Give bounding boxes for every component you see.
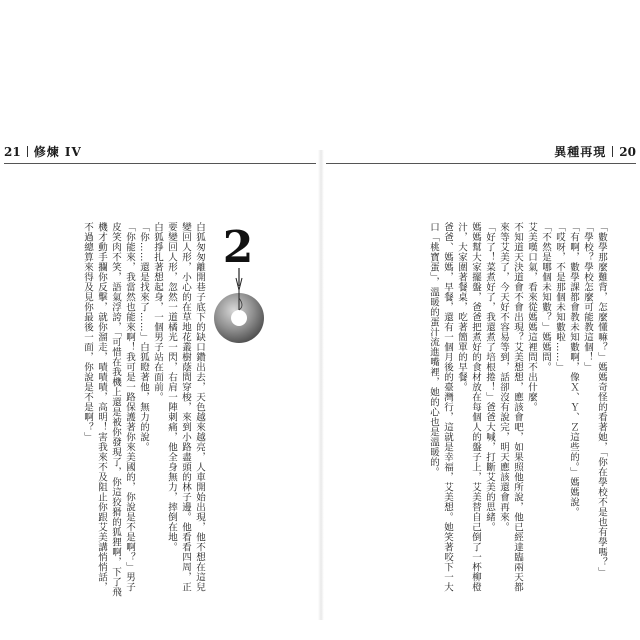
paragraph: 「數學那麼難背，怎麼懂嘛？」媽媽奇怪的看著她，「你在學校不是也有學嗎？」 <box>596 222 607 578</box>
paragraph: 白狐掙扎著想起身，一個男子站在面前。 <box>152 222 163 402</box>
book-gutter <box>318 150 324 620</box>
right-page-text <box>368 222 608 600</box>
paragraph: 「不然是哪個未知數？」媽媽問。 <box>540 222 551 372</box>
right-header-rule <box>326 163 636 164</box>
paragraph: 「有啊，數學課都會教未知數啊，像Ｘ、Ｙ、Ｚ這些的。」媽媽說。 <box>568 222 579 518</box>
header-separator <box>612 146 613 157</box>
left-page-text <box>82 222 206 600</box>
paragraph: 不知道天決道會不會出現？艾美想想，應該會吧，如果照他所說，他已經達臨兩天都來等艾美了，今天好不容易等到，話卻沒有說完，明天應該還會再來。 <box>498 222 523 592</box>
right-page-number: 20 <box>619 145 636 159</box>
right-running-title: 異種再現 <box>554 145 607 159</box>
paragraph: 「好了！菜煮好了，我還煮了培根捲！」爸爸大喊，打斷艾美的思緒。 <box>484 222 495 532</box>
left-header-rule <box>4 163 316 164</box>
paragraph: 爸爸、媽媽，早餐，還有一個月後的臺灣行，這就是幸福，艾美想。她笑著咬下一大口「桃寶蛋」，溫暖的蛋汁流進嘴裡，她的心也是溫暖的。 <box>428 222 453 592</box>
left-running-title: 修煉 IV <box>33 145 82 159</box>
right-page-header <box>554 144 636 160</box>
left-page-header <box>4 144 82 160</box>
chapter-number: 2 <box>222 222 254 273</box>
paragraph: 艾美嘆口氣，看來從媽媽這裡問不出什麼。 <box>526 222 537 412</box>
paragraph: 白狐匆匆離開巷子底下的缺口鑽出去，天色越來越亮，人車開始出現，他不想在這兒變回人形，小心的在草地花叢樹蔭間穿梭，來到小路盡頭的林子邊。他看看四周，正要變回人形，忽然一道橘光一閃，右肩一陣刺痛，他全身無力，摔倒在地。 <box>166 222 205 592</box>
jade-pendant-icon <box>212 222 266 376</box>
paragraph: 「學校？學校怎麼可能教這個！」 <box>582 222 593 372</box>
left-page-number: 21 <box>4 145 21 159</box>
header-separator <box>27 146 28 157</box>
paragraph: 「哎呀，不是那個未知數啦……」 <box>554 222 565 372</box>
paragraph: 「你……還是找來了……」白狐瞪著他，無力的說。 <box>138 222 149 452</box>
chapter-ornament <box>212 222 266 376</box>
paragraph: 「你能來，我當然也能來啊！我可是一路保護著你來美國的，你說是不是啊？」男子皮笑肉不笑，語氣浮誇，「可惜在我機上還是被你發現了，你這狡猾的狐狸啊，下了飛機才動手攔你反擊，就你溜走，嘖嘖嘖，高明！害我來不及阻止你跟艾美講悄悄話，不過總算來得及見你最後一面，你說是不是啊？」 <box>82 222 135 598</box>
paragraph: 媽媽幫大家擺盤，爸爸把煮好的食材放在每個人的盤子上，艾美替自己倒了一杯柳橙汁，大家圍著餐桌，吃著簡單的早餐。 <box>456 222 481 592</box>
